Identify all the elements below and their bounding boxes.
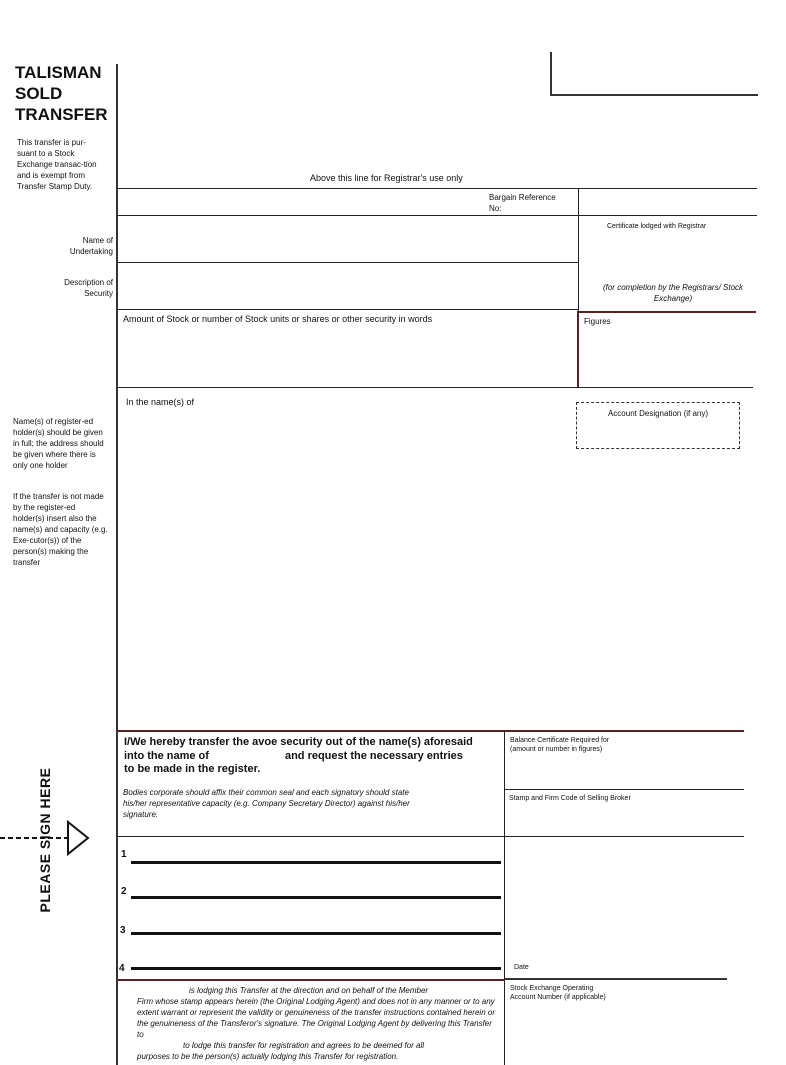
- account-designation-box[interactable]: [576, 402, 740, 449]
- balance-certificate-label: Balance Certificate Required for (amount or number in figures): [510, 737, 610, 753]
- completion-note: (for completion by the Registrars/ Stock Exchange): [602, 283, 744, 303]
- date-rule: [505, 978, 727, 980]
- lodging-line-1: is lodging this Transfer at the direction and on behalf of the Member: [189, 986, 429, 995]
- rule-3: [117, 262, 578, 263]
- lodging-text-rest: Firm whose stamp appears herein (the Original Lodging Agent) and does not in any manner or to any extent warrant or represent the validity or genuineness of the transfer instructions contained herein or the genuineness of the Transferor's signature. The Original Lodging Agent by delivering this Transfer to: [137, 997, 495, 1039]
- left-note-names: Name(s) of register-ed holder(s) should be given in full; the address should be given where there is only one holder: [13, 417, 104, 470]
- registrar-box-bottom: [550, 94, 758, 96]
- title-line-1: TALISMAN: [15, 63, 102, 82]
- account-designation-label: Account Designation (if any): [607, 409, 709, 418]
- in-the-names-label: In the name(s) of: [126, 397, 195, 407]
- declaration-line-1: I/We hereby transfer the avoe security out of the name(s) aforesaid: [124, 736, 473, 748]
- lodging-text: [137, 985, 497, 1062]
- bargain-ref-label: Bargain Reference No:: [489, 193, 556, 213]
- lodging-line-tail-1: to lodge this transfer for registration and agrees to be deemed for all: [183, 1041, 425, 1050]
- signature-number-1: 1: [121, 849, 127, 860]
- balance-rule: [505, 789, 744, 790]
- rule-1: [117, 188, 757, 189]
- left-note-transfer: If the transfer is not made by the register-ed holder(s) insert also the name(s) and capacity (e.g. Exe-cutor(s)) of the person(s) making the transfer: [13, 492, 108, 567]
- signature-number-4: 4: [119, 963, 125, 974]
- signature-line-4[interactable]: [131, 967, 501, 970]
- stamp-label: Stamp and Firm Code of Selling Broker: [509, 795, 631, 802]
- declaration-text: [124, 736, 504, 777]
- rule-4: [117, 309, 578, 310]
- description-of-security-label: Description of Security: [64, 278, 113, 298]
- name-of-undertaking-label: Name of Undertaking: [69, 236, 113, 256]
- declaration-top-rule: [117, 730, 744, 732]
- please-sign-here: PLEASE SIGN HERE: [37, 767, 53, 913]
- declaration-line-2: [124, 750, 504, 764]
- signature-line-2[interactable]: [131, 896, 501, 899]
- title-line-2: SOLD: [15, 84, 63, 103]
- registrar-line-label: Above this line for Registrar's use only: [310, 173, 463, 183]
- signature-number-3: 3: [120, 925, 126, 936]
- rule-5: [117, 387, 753, 388]
- declaration-divider: [504, 731, 505, 1065]
- lodging-line-tail-2: purposes to be the person(s) actually lodging this Transfer for registration.: [137, 1052, 399, 1061]
- bodies-corporate-note: Bodies corporate should affix their common seal and each signatory should state his/her representative capacity (e.g. Company Secretary Director) against his/her signature.: [123, 788, 410, 819]
- declaration-line-2a: into the name of: [124, 749, 209, 762]
- rule-2: [117, 215, 757, 216]
- date-label: Date: [514, 964, 529, 971]
- figures-top-rule: [578, 311, 756, 313]
- stamp-rule: [117, 836, 744, 837]
- arrow-right-icon: [0, 817, 90, 857]
- signature-line-3[interactable]: [131, 932, 501, 935]
- figures-label: Figures: [584, 317, 611, 326]
- declaration-line-3: to be made in the register.: [124, 763, 261, 775]
- lodging-top-rule: [117, 979, 505, 981]
- certificate-lodged-label: Certificate lodged with Registrar: [607, 223, 707, 230]
- declaration-line-2b: and request the necessary entries: [284, 749, 463, 762]
- signature-line-1[interactable]: [131, 861, 501, 864]
- form-title: [15, 62, 120, 125]
- figures-left-rule: [577, 311, 579, 388]
- exemption-note: This transfer is pur-suant to a Stock Exchange transac-tion and is exempt from Transfer Stamp Duty.: [17, 138, 97, 191]
- signature-number-2: 2: [121, 886, 127, 897]
- title-line-3: TRANSFER: [15, 105, 108, 124]
- stock-exchange-account-label: Stock Exchange Operating Account Number (if applicable): [510, 985, 606, 1001]
- registrar-box-left: [550, 52, 552, 95]
- amount-label: Amount of Stock or number of Stock units or shares or other security in words: [123, 314, 433, 324]
